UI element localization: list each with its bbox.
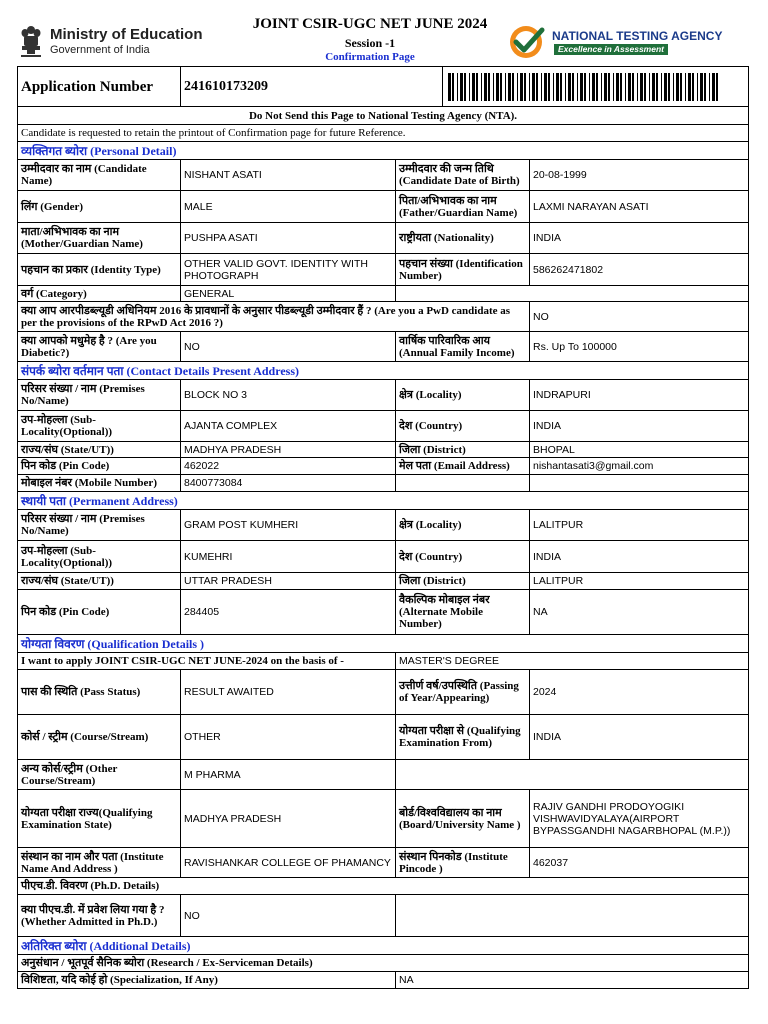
- permanent-state-label: राज्य/संघ (State/UT)): [18, 573, 181, 590]
- mother-name: PUSHPA ASATI: [181, 223, 396, 254]
- category-value: GENERAL: [181, 286, 396, 302]
- identity-type: OTHER VALID GOVT. IDENTITY WITH PHOTOGRAPH: [181, 254, 396, 286]
- barcode-bar: [560, 73, 562, 101]
- barcode-bar: [664, 73, 667, 101]
- qualifying-from-label: योग्यता परीक्षा से (Qualifying Examination From): [396, 715, 530, 760]
- section-additional-details: अतिरिक्त ब्योरा (Additional Details): [18, 937, 749, 955]
- barcode-bar: [553, 73, 554, 101]
- barcode-bar: [637, 73, 638, 101]
- phd-admitted: NO: [181, 895, 396, 937]
- barcode-bar: [481, 73, 482, 101]
- qualifying-from: INDIA: [530, 715, 749, 760]
- barcode-bar: [532, 73, 535, 101]
- course-stream-label: कोर्स / स्ट्रीम (Course/Stream): [18, 715, 181, 760]
- barcode-bar: [464, 73, 466, 101]
- permanent-premises-label: परिसर संख्या / नाम (Premises No/Name): [18, 510, 181, 541]
- exam-title: JOINT CSIR-UGC NET JUNE 2024: [252, 16, 488, 32]
- other-course-label: अन्य कोर्स/स्ट्रीम (Other Course/Stream): [18, 760, 181, 790]
- phd-admitted-label: क्या पीएच.डी. में प्रवेश लिया गया है ? (Whether Admitted in Ph.D.): [18, 895, 181, 937]
- identification-number-label: पहचान संख्या (Identification Number): [396, 254, 530, 286]
- father-name-label: पिता/अभिभावक का नाम (Father/Guardian Name): [396, 191, 530, 223]
- government-name: Government of India: [50, 44, 150, 56]
- barcode-bar: [592, 73, 595, 101]
- barcode-bar: [676, 73, 679, 101]
- barcode-bar: [508, 73, 511, 101]
- permanent-district-label: जिला (District): [396, 573, 530, 590]
- specialization-value: NA: [396, 972, 749, 989]
- barcode-bar: [484, 73, 487, 101]
- present-state: MADHYA PRADESH: [181, 442, 396, 458]
- empty-cell: [396, 760, 749, 790]
- empty-cell: [530, 475, 749, 492]
- barcode-bar: [472, 73, 475, 101]
- barcode-bar: [469, 73, 470, 101]
- empty-cell: [396, 475, 530, 492]
- barcode-bar: [625, 73, 626, 101]
- present-district: BHOPAL: [530, 442, 749, 458]
- barcode-bar: [544, 73, 547, 101]
- barcode-bar: [640, 73, 643, 101]
- permanent-pin: 284405: [181, 590, 396, 635]
- barcode-bar: [577, 73, 578, 101]
- barcode-bar: [668, 73, 670, 101]
- barcode-bar: [692, 73, 694, 101]
- barcode-bar: [652, 73, 655, 101]
- barcode-bar: [608, 73, 610, 101]
- passing-year-label: उत्तीर्ण वर्ष/उपस्थिति (Passing of Year/Appearing): [396, 670, 530, 715]
- barcode-bar: [520, 73, 523, 101]
- barcode-bar: [452, 73, 454, 101]
- agency-name: NATIONAL TESTING AGENCY: [552, 29, 723, 43]
- institute-name: RAVISHANKAR COLLEGE OF PHAMANCY: [181, 848, 396, 878]
- course-stream: OTHER: [181, 715, 396, 760]
- barcode-bar: [661, 73, 662, 101]
- apply-basis: MASTER'S DEGREE: [396, 653, 749, 670]
- permanent-district: LALITPUR: [530, 573, 749, 590]
- present-premises-label: परिसर संख्या / नाम (Premises No/Name): [18, 380, 181, 411]
- permanent-country-label: देश (Country): [396, 541, 530, 573]
- barcode-bar: [529, 73, 530, 101]
- empty-cell: [396, 286, 749, 302]
- barcode-bar: [448, 73, 451, 101]
- barcode-bar: [697, 73, 698, 101]
- permanent-locality: LALITPUR: [530, 510, 749, 541]
- permanent-sublocality-label: उप-मोहल्ला (Sub-Locality(Optional)): [18, 541, 181, 573]
- barcode-bar: [488, 73, 490, 101]
- barcode-bar: [457, 73, 458, 101]
- barcode-bar: [700, 73, 703, 101]
- mobile-value: 8400773084: [181, 475, 396, 492]
- barcode-bar: [620, 73, 622, 101]
- institute-name-label: संस्थान का नाम और पता (Institute Name And Address ): [18, 848, 181, 878]
- present-district-label: जिला (District): [396, 442, 530, 458]
- barcode-bar: [460, 73, 463, 101]
- diabetic-question: क्या आपको मधुमेह है ? (Are you Diabetic?): [18, 332, 181, 362]
- barcode-bar: [541, 73, 542, 101]
- barcode-bar: [476, 73, 478, 101]
- family-income: Rs. Up To 100000: [530, 332, 749, 362]
- barcode-bar: [589, 73, 590, 101]
- application-number-label: Application Number: [18, 67, 181, 107]
- pwd-answer: NO: [530, 302, 749, 332]
- alternate-mobile: NA: [530, 590, 749, 635]
- dob-label: उम्मीदवार की जन्म तिथि (Candidate Date of Birth): [396, 160, 530, 191]
- barcode-bar: [493, 73, 494, 101]
- pass-status-label: पास की स्थिति (Pass Status): [18, 670, 181, 715]
- phd-details-heading: पीएच.डी. विवरण (Ph.D. Details): [18, 878, 749, 895]
- barcode-bar: [680, 73, 682, 101]
- permanent-sublocality: KUMEHRI: [181, 541, 396, 573]
- barcode-bar: [500, 73, 502, 101]
- father-name: LAXMI NARAYAN ASATI: [530, 191, 749, 223]
- pass-status: RESULT AWAITED: [181, 670, 396, 715]
- present-locality: INDRAPURI: [530, 380, 749, 411]
- present-premises: BLOCK NO 3: [181, 380, 396, 411]
- agency-tagline: Excellence in Assessment: [554, 44, 668, 55]
- barcode-bar: [649, 73, 650, 101]
- nta-logo-icon: [506, 24, 548, 60]
- application-table: [17, 66, 749, 107]
- qualifying-state-label: योग्यता परीक्षा राज्य(Qualifying Examination State): [18, 790, 181, 848]
- barcode-cell: [443, 67, 749, 107]
- barcode-bar: [572, 73, 574, 101]
- page-name: Confirmation Page: [325, 51, 415, 63]
- board-university: RAJIV GANDHI PRODOYOGIKI VISHWAVIDYALAYA(AIRPORT BYPASSGANDHI NAGARBHOPAL (M.P.)): [530, 790, 749, 848]
- research-exservice-heading: अनुसंधान / भूतपूर्व सैनिक ब्योरा (Research / Ex-Serviceman Details): [18, 955, 749, 972]
- barcode-bar: [709, 73, 710, 101]
- category-label: वर्ग (Category): [18, 286, 181, 302]
- barcode-bar: [685, 73, 686, 101]
- gender-label: लिंग (Gender): [18, 191, 181, 223]
- ministry-name: Ministry of Education: [50, 26, 203, 43]
- present-country: INDIA: [530, 411, 749, 442]
- barcode-bar: [656, 73, 658, 101]
- present-sublocality: AJANTA COMPLEX: [181, 411, 396, 442]
- retain-note: Candidate is requested to retain the printout of Confirmation page for future Reference.: [18, 125, 749, 142]
- barcode-bar: [556, 73, 559, 101]
- mother-name-label: माता/अभिभावक का नाम (Mother/Guardian Name): [18, 223, 181, 254]
- barcode-bar: [644, 73, 646, 101]
- nationality-label: राष्ट्रीयता (Nationality): [396, 223, 530, 254]
- institute-pincode: 462037: [530, 848, 749, 878]
- barcode-bar: [584, 73, 586, 101]
- pwd-question: क्या आप आरपीडब्ल्यूडी अधिनियम 2016 के प्रावधानों के अनुसार पीडब्ल्यूडी उम्मीदवार हैं ? (Are you a PwD candidate as per the provisions of the RPwD Act 2016 ?): [18, 302, 530, 332]
- barcode-bar: [505, 73, 506, 101]
- candidate-name-label: उम्मीदवार का नाम (Candidate Name): [18, 160, 181, 191]
- barcode-bar: [517, 73, 518, 101]
- barcode-bar: [536, 73, 538, 101]
- section-qualification: योग्यता विवरण (Qualification Details ): [18, 635, 749, 653]
- gender-value: MALE: [181, 191, 396, 223]
- present-pin-label: पिन कोड (Pin Code): [18, 458, 181, 475]
- barcode-bar: [616, 73, 619, 101]
- passing-year: 2024: [530, 670, 749, 715]
- barcode-bar: [712, 73, 715, 101]
- barcode-bar: [632, 73, 634, 101]
- identification-number: 586262471802: [530, 254, 749, 286]
- candidate-name: NISHANT ASATI: [181, 160, 396, 191]
- notice-text: Do Not Send this Page to National Testing Agency (NTA).: [18, 107, 749, 125]
- identity-type-label: पहचान का प्रकार (Identity Type): [18, 254, 181, 286]
- present-pin: 462022: [181, 458, 396, 475]
- barcode-bar: [548, 73, 550, 101]
- barcode-bar: [580, 73, 583, 101]
- present-locality-label: क्षेत्र (Locality): [396, 380, 530, 411]
- barcode-bar: [604, 73, 607, 101]
- permanent-country: INDIA: [530, 541, 749, 573]
- barcode-bar: [688, 73, 691, 101]
- section-present-address: संपर्क ब्योरा वर्तमान पता (Contact Details Present Address): [18, 362, 749, 380]
- permanent-pin-label: पिन कोड (Pin Code): [18, 590, 181, 635]
- alternate-mobile-label: वैकल्पिक मोबाइल नंबर (Alternate Mobile Number): [396, 590, 530, 635]
- barcode-bar: [596, 73, 598, 101]
- barcode-bar: [704, 73, 706, 101]
- nationality-value: INDIA: [530, 223, 749, 254]
- mobile-label: मोबाइल नंबर (Mobile Number): [18, 475, 181, 492]
- email-label: मेल पता (Email Address): [396, 458, 530, 475]
- barcode-bar: [673, 73, 674, 101]
- email-value: nishantasati3@gmail.com: [530, 458, 749, 475]
- barcode-bar: [568, 73, 571, 101]
- confirmation-table: [17, 106, 749, 989]
- specialization-label: विशिष्टता, यदि कोई हो (Specialization, If Any): [18, 972, 396, 989]
- institute-pincode-label: संस्थान पिनकोड (Institute Pincode ): [396, 848, 530, 878]
- present-state-label: राज्य/संघ (State/UT)): [18, 442, 181, 458]
- other-course: M PHARMA: [181, 760, 396, 790]
- session-label: Session -1: [344, 36, 396, 50]
- section-personal-detail: व्यक्तिगत ब्योरा (Personal Detail): [18, 142, 749, 160]
- page-header: [0, 0, 768, 66]
- national-emblem-icon: [18, 24, 44, 60]
- present-sublocality-label: उप-मोहल्ला (Sub-Locality(Optional)): [18, 411, 181, 442]
- barcode-bar: [601, 73, 602, 101]
- barcode-bar: [628, 73, 631, 101]
- barcode-bar: [613, 73, 614, 101]
- barcode-bar: [565, 73, 566, 101]
- barcode-bar: [496, 73, 499, 101]
- barcode-bar: [524, 73, 526, 101]
- barcode-icon: [446, 72, 724, 102]
- application-number: 241610173209: [181, 67, 443, 107]
- barcode-bar: [716, 73, 718, 101]
- board-university-label: बोर्ड/विश्वविद्यालय का नाम (Board/University Name ): [396, 790, 530, 848]
- dob-value: 20-08-1999: [530, 160, 749, 191]
- permanent-premises: GRAM POST KUMHERI: [181, 510, 396, 541]
- permanent-locality-label: क्षेत्र (Locality): [396, 510, 530, 541]
- qualifying-state: MADHYA PRADESH: [181, 790, 396, 848]
- barcode-bar: [512, 73, 514, 101]
- family-income-label: वार्षिक पारिवारिक आय (Annual Family Income): [396, 332, 530, 362]
- apply-basis-label: I want to apply JOINT CSIR-UGC NET JUNE-2024 on the basis of -: [18, 653, 396, 670]
- permanent-state: UTTAR PRADESH: [181, 573, 396, 590]
- present-country-label: देश (Country): [396, 411, 530, 442]
- section-permanent-address: स्थायी पता (Permanent Address): [18, 492, 749, 510]
- empty-cell: [396, 895, 749, 937]
- diabetic-answer: NO: [181, 332, 396, 362]
